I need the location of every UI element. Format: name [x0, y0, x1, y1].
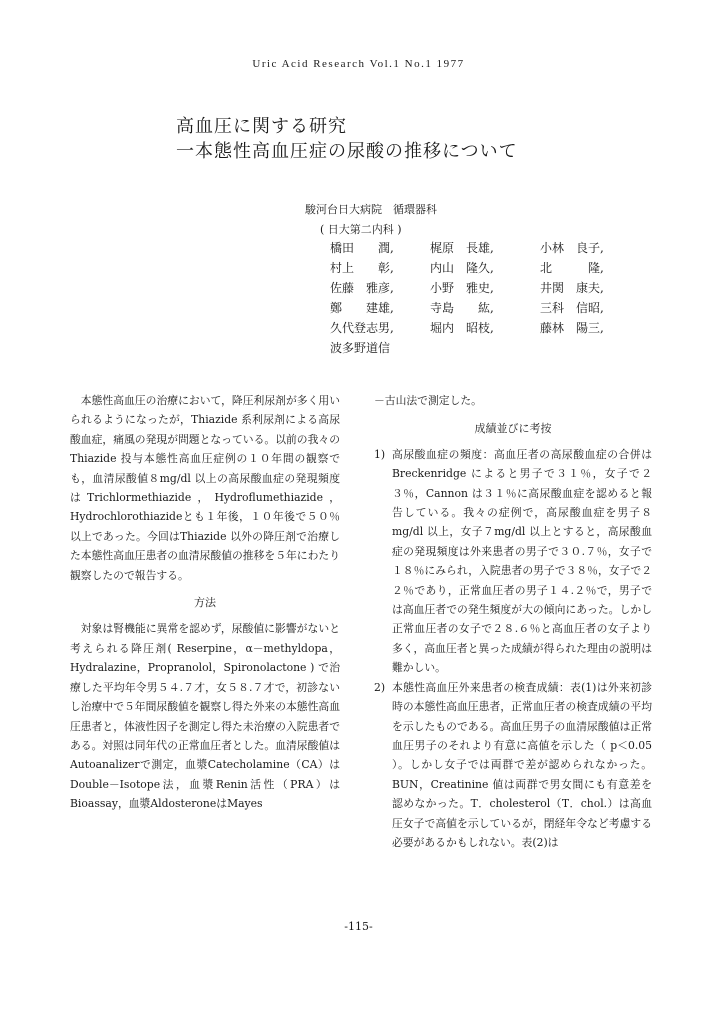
page-number: -115- — [344, 920, 373, 933]
item-number: 2) — [374, 680, 386, 694]
intro-paragraph: 本態性高血圧の治療において，降圧利尿剤が多く用いられるようになったが，Thiazide 系利尿剤による高尿酸血症，痛風の発現が問題となっている。以前の我々のThiazide 投与本態性高血圧症例の１０年間の観察でも，血清尿酸値８mg/dl 以上の高尿酸血症の発現頻度はTrichlormethiazide，Hydroflumethiazide，Hydrochlorothiazideとも１年後，１０年後で５０％以上であった。今回はThiazide 以外の降圧剤で治療した本態性高血圧患者の血清尿酸値の推移を５年にわたり観察したので報告する。 — [70, 394, 340, 582]
title-line-1: 高血圧に関する研究 — [176, 116, 347, 137]
affiliation: 駿河台日大病院 循環器科 — [305, 203, 437, 216]
journal-header: Uric Acid Research Vol.1 No.1 1977 — [252, 58, 465, 70]
affiliation-sub: ( 日大第二内科 ) — [320, 223, 402, 236]
methods-continuation: －古山法で測定した。 — [374, 394, 482, 407]
methods-paragraph: 対象は腎機能に異常を認めず，尿酸値に影響がないと考えられる降圧剤( Reserpine，α－methyldopa，Hydralazine，Propranolol，Spironolactone ) で治療した平均年令男５４.７才，女５８.７才で，初診ないし治療中で５年間尿酸値を観察し得た外来の本態性高血圧患者と，体液性因子を測定し得た未治療の入院患者である。対照は同年代の正常血圧者とした。血清尿酸値はAutoanalizerで測定，血漿Catecholamine（CA）はDouble－Isotope法，血漿Renin活性（PRA）はBioassay，血漿AldosteroneはMayes — [70, 622, 340, 811]
author-name: 久代登志男, — [330, 321, 394, 335]
item-text: 高尿酸血症の頻度：高血圧者の高尿酸血症の合併はBreckenridge によると男子で３１％，女子で２３％，Cannon は３１％に高尿酸血症を認めると報告している。我々の症例で，高尿酸血症を男子８mg/dl 以上，女子７mg/dl 以上とすると，高尿酸血症の発現頻度は外来患者の男子で３０.７％，女子で１８％にみられ，入院患者の男子で３８％，女子で２２％であり，正常血圧者の男子１４.２％で，男子では高血圧者での発生頻度が大の傾向にあった。しかし正常血圧者の女子で２８.６％と高血圧者の女子より多く，高血圧者と異った成績が得られた理由の説明は難かしい。 — [392, 447, 652, 675]
paper-title — [176, 114, 518, 164]
result-item — [374, 445, 652, 678]
results-heading: 成績並びに考按 — [474, 422, 552, 436]
author-name: 北 隆, — [540, 261, 604, 275]
item-text: 本態性高血圧外来患者の検査成績：表(1)は外来初診時の本態性高血圧患者，正常血圧者の検査成績の平均を示したものである。高血圧男子の血清尿酸値は正常血圧男子のそれより有意に高値を示した（ p＜0.05 ）。しかし女子では両群で差が認められなかった。BUN，Creatinine 値は両群で男女間にも有意差を認めなかった。T．cholesterol（T．chol.）は高血圧女子で高値を示しているが，閉経年令など考慮する必要があるかもしれない。表(2)は — [392, 680, 652, 849]
author-name: 内山 隆久, — [430, 261, 494, 275]
item-number: 1) — [374, 447, 386, 461]
author-name: 橋田 潤, — [330, 241, 394, 255]
author-name: 堀内 昭枝, — [430, 321, 494, 335]
author-name: 鄭 建雄, — [330, 301, 394, 315]
author-name: 井関 康夫, — [540, 281, 604, 295]
left-column — [70, 391, 340, 814]
author-name: 村上 彰, — [330, 261, 394, 275]
author-name: 藤林 陽三, — [540, 321, 604, 335]
author-name: 小林 良子, — [540, 241, 604, 255]
author-name: 三科 信昭, — [540, 301, 604, 315]
author-name: 波多野道信 — [330, 341, 391, 355]
methods-heading: 方法 — [194, 596, 216, 610]
right-column — [374, 391, 652, 852]
author-name: 寺島 紘, — [430, 301, 494, 315]
author-name: 佐藤 雅彦, — [330, 281, 394, 295]
title-line-2: 一本態性高血圧症の尿酸の推移について — [176, 141, 518, 162]
author-name: 梶原 長雄, — [430, 241, 494, 255]
author-name: 小野 雅史, — [430, 281, 494, 295]
result-item — [374, 678, 652, 853]
